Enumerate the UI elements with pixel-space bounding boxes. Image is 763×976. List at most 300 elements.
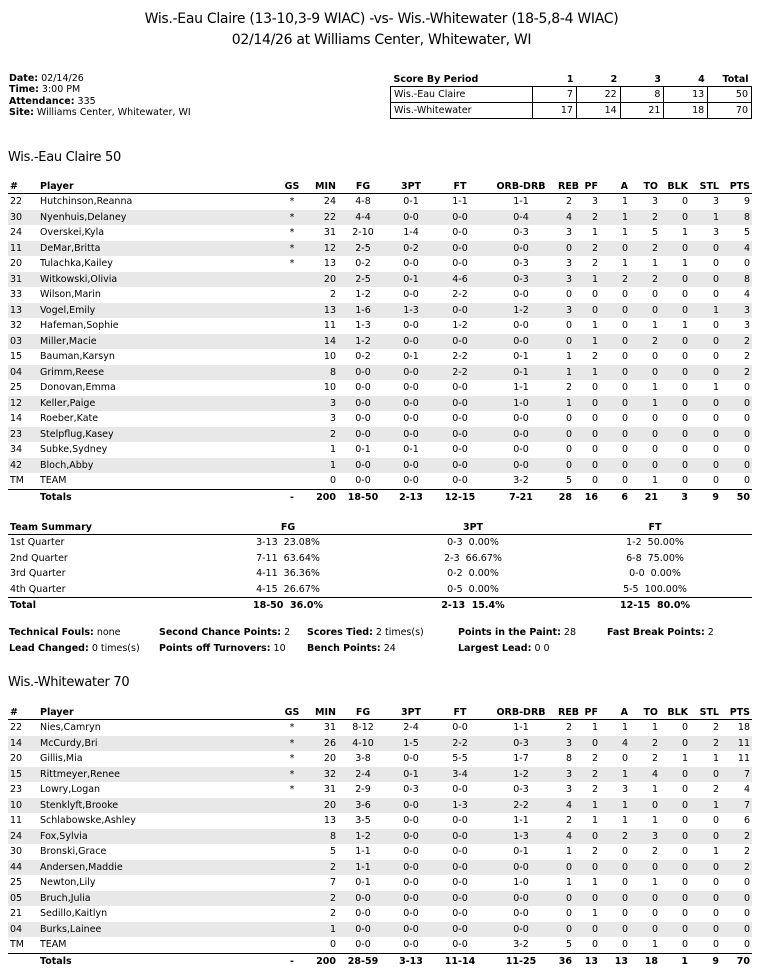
total-to: 18 — [644, 955, 658, 967]
time-value: 3:00 PM — [41, 84, 81, 96]
cell-3pt: 0-0 — [403, 908, 419, 920]
cell-3pt: 0-0 — [388, 937, 434, 953]
cell-blk: 0 — [681, 815, 688, 827]
cell-blk: 0 — [660, 473, 690, 489]
total-3pt: 3-13 — [399, 955, 423, 967]
cell-number: 03 — [8, 334, 38, 350]
cell-fg: 0-0 — [338, 473, 388, 489]
cell-number: 20 — [10, 258, 23, 270]
column-header-player: Player — [38, 706, 280, 720]
cell-number: 30 — [8, 210, 38, 226]
cell-gs: * — [289, 753, 295, 765]
summary-stat-cell: 1-2 50.00% — [626, 537, 684, 549]
cell-number: 25 — [10, 877, 23, 889]
cell-pf: 0 — [591, 444, 598, 456]
cell-blk: 0 — [681, 908, 688, 920]
cell-number: 32 — [10, 320, 23, 332]
cell-player: Schlabowske,Ashley — [40, 815, 136, 827]
player-row — [8, 813, 752, 829]
player-row — [8, 720, 752, 736]
cell-ft: 0-0 — [434, 937, 486, 953]
cell-min: 20 — [323, 753, 336, 765]
cell-stl: 2 — [690, 736, 721, 752]
total-gs: - — [290, 955, 294, 967]
cell-pf: 2 — [574, 241, 600, 257]
cell-3pt: 0-0 — [403, 413, 419, 425]
period-score-cell: 22 — [576, 87, 620, 103]
cell-orb-drb: 0-0 — [513, 908, 529, 920]
summary-stat-cell: 7-11 63.64% — [256, 552, 320, 564]
total-player: Totals — [40, 955, 72, 967]
player-row — [8, 318, 752, 334]
cell-reb: 1 — [565, 351, 572, 363]
cell-3pt: 0-0 — [388, 798, 434, 814]
cell-number: TM — [8, 937, 38, 953]
cell-3pt: 0-0 — [388, 829, 434, 845]
cell-min: 14 — [304, 334, 338, 350]
column-header-ft: FT — [434, 180, 486, 194]
summary-stat-cell: 2-3 66.67% — [444, 552, 502, 564]
cell-min: 3 — [329, 413, 336, 425]
cell-blk: 0 — [660, 937, 690, 953]
cell-to: 5 — [651, 227, 658, 239]
cell-player: Keller,Paige — [38, 396, 280, 412]
total-ft: 12-15 — [444, 491, 476, 503]
cell-gs — [280, 272, 304, 288]
cell-min: 20 — [304, 272, 338, 288]
cell-orb-drb: 0-0 — [486, 241, 556, 257]
cell-player: Hafeman,Sophie — [40, 320, 119, 332]
cell-ft: 0-0 — [452, 908, 468, 920]
cell-gs — [280, 844, 304, 860]
cell-reb: 2 — [565, 382, 572, 394]
cell-fg: 0-0 — [338, 396, 388, 412]
cell-pts: 11 — [737, 753, 750, 765]
period-score-cell: 18 — [664, 103, 708, 119]
summary-stat-cell: 0-0 0.00% — [629, 568, 681, 580]
cell-player: Miller,Macie — [38, 334, 280, 350]
attendance-value: 335 — [77, 95, 96, 107]
cell-blk: 1 — [681, 320, 688, 332]
cell-3pt: 0-0 — [403, 258, 419, 270]
summary-header-cell: 3PT — [388, 521, 558, 535]
cell-a: 0 — [621, 753, 628, 765]
cell-stl: 0 — [690, 427, 721, 443]
period-header-cell: 3 — [654, 74, 661, 85]
cell-reb: 3 — [565, 227, 572, 239]
cell-pts: 5 — [743, 227, 750, 239]
player-row — [8, 210, 752, 226]
player-row — [8, 334, 752, 350]
cell-fg: 4-8 — [355, 196, 371, 208]
cell-gs: * — [280, 210, 304, 226]
period-score-cell: 8 — [620, 87, 664, 103]
cell-orb-drb: 1-1 — [513, 196, 529, 208]
cell-stl: 0 — [712, 258, 719, 270]
cell-pts: 0 — [721, 937, 752, 953]
cell-player: Bronski,Grace — [40, 846, 107, 858]
cell-pf: 2 — [591, 784, 598, 796]
column-header-reb: REB — [558, 181, 580, 192]
column-header-orb-drb: ORB-DRB — [486, 706, 556, 720]
total-gs: - — [290, 491, 294, 503]
period-score-cell: 70 — [708, 103, 752, 119]
cell-to: 2 — [630, 334, 660, 350]
cell-player: Sedillo,Kaitlyn — [40, 908, 108, 920]
period-score-cell: 7 — [533, 87, 577, 103]
note-value: 28 — [563, 627, 576, 638]
cell-stl: 0 — [690, 241, 721, 257]
cell-min: 31 — [323, 784, 336, 796]
game-title: Wis.-Eau Claire (13-10,3-9 WIAC) -vs- Wis.-Whitewater (18-5,8-4 WIAC) — [144, 11, 619, 27]
cell-player: Hutchinson,Reanna — [40, 196, 133, 208]
cell-a: 0 — [600, 334, 630, 350]
time-line — [9, 84, 191, 95]
cell-player: McCurdy,Bri — [38, 736, 280, 752]
cell-a: 0 — [600, 860, 630, 876]
cell-gs — [280, 442, 304, 458]
cell-number: 13 — [8, 303, 38, 319]
cell-number: 24 — [10, 227, 23, 239]
cell-a: 1 — [621, 722, 628, 734]
note-value: 0 0 — [534, 643, 550, 654]
cell-gs: * — [280, 241, 304, 257]
cell-to: 0 — [630, 922, 660, 938]
total-stl: 9 — [712, 491, 719, 503]
cell-gs: * — [289, 227, 295, 239]
cell-to: 2 — [651, 753, 658, 765]
note-item — [159, 627, 290, 638]
column-header-reb: REB — [558, 707, 580, 718]
cell-reb: 1 — [556, 396, 574, 412]
cell-3pt: 0-0 — [388, 860, 434, 876]
cell-ft: 0-0 — [452, 413, 468, 425]
cell-orb-drb: 0-1 — [486, 365, 556, 381]
cell-to: 0 — [651, 351, 658, 363]
cell-orb-drb: 1-1 — [513, 815, 529, 827]
note-value: 2 — [284, 627, 291, 638]
cell-gs — [280, 458, 304, 474]
date-value: 02/14/26 — [41, 73, 84, 84]
column-header-pts: PTS — [721, 180, 752, 194]
player-row — [8, 875, 752, 891]
cell-to: 0 — [630, 458, 660, 474]
cell-fg: 0-1 — [355, 877, 371, 889]
cell-number: 11 — [8, 241, 38, 257]
cell-reb: 0 — [556, 922, 574, 938]
cell-ft: 5-5 — [452, 753, 468, 765]
cell-gs: * — [289, 784, 295, 796]
cell-number: 04 — [8, 365, 38, 381]
cell-orb-drb: 1-3 — [486, 829, 556, 845]
cell-reb: 4 — [556, 798, 574, 814]
player-row — [8, 906, 752, 922]
cell-fg: 2-10 — [352, 227, 374, 239]
total-number — [8, 953, 38, 969]
cell-to: 2 — [630, 736, 660, 752]
cell-orb-drb: 0-3 — [486, 736, 556, 752]
cell-min: 24 — [323, 196, 336, 208]
cell-stl: 0 — [690, 396, 721, 412]
summary-total-cell: 18-50 36.0% — [188, 598, 388, 614]
cell-blk: 0 — [660, 798, 690, 814]
cell-pts: 4 — [743, 289, 750, 301]
cell-blk: 0 — [660, 829, 690, 845]
cell-blk: 0 — [681, 289, 688, 301]
team-heading-home: Wis.-Whitewater 70 — [8, 675, 130, 690]
cell-ft: 0-0 — [434, 241, 486, 257]
cell-fg: 3-8 — [355, 753, 371, 765]
summary-total-cell: 2-13 15.4% — [388, 598, 558, 614]
summary-stat-cell: 0-5 0.00% — [447, 583, 499, 595]
cell-player: Nyenhuis,Delaney — [38, 210, 280, 226]
cell-pf: 0 — [591, 289, 598, 301]
cell-number: 15 — [10, 351, 23, 363]
note-value: 2 — [707, 627, 714, 638]
summary-header-row — [8, 521, 752, 535]
cell-pf: 2 — [591, 258, 598, 270]
cell-gs — [280, 427, 304, 443]
cell-pf: 0 — [574, 922, 600, 938]
cell-number: 15 — [8, 767, 38, 783]
cell-pf: 1 — [591, 908, 598, 920]
cell-to: 2 — [630, 210, 660, 226]
cell-a: 1 — [621, 815, 628, 827]
total-blk: 1 — [681, 955, 688, 967]
cell-gs — [280, 473, 304, 489]
cell-gs: * — [280, 736, 304, 752]
cell-pts: 2 — [721, 365, 752, 381]
cell-reb: 0 — [565, 413, 572, 425]
player-row — [8, 860, 752, 876]
column-header-gs: GS — [280, 706, 304, 720]
cell-stl: 0 — [690, 473, 721, 489]
cell-min: 13 — [304, 303, 338, 319]
cell-min: 32 — [304, 767, 338, 783]
team-name-cell: Wis.-Whitewater — [391, 103, 533, 119]
cell-orb-drb: 0-3 — [513, 227, 529, 239]
total-reb: 28 — [558, 491, 572, 503]
note-label: Lead Changed: — [9, 643, 89, 654]
cell-orb-drb: 1-7 — [513, 753, 529, 765]
cell-pts: 0 — [743, 413, 750, 425]
cell-to: 0 — [651, 908, 658, 920]
column-header-orb-drb: ORB-DRB — [486, 180, 556, 194]
player-row — [8, 798, 752, 814]
cell-pf: 1 — [574, 365, 600, 381]
cell-to: 0 — [630, 365, 660, 381]
cell-min: 2 — [329, 908, 336, 920]
player-row — [8, 194, 752, 210]
cell-to: 0 — [630, 891, 660, 907]
cell-to: 1 — [630, 396, 660, 412]
cell-gs: * — [289, 258, 295, 270]
cell-orb-drb: 1-2 — [486, 303, 556, 319]
cell-stl: 0 — [690, 829, 721, 845]
cell-reb: 4 — [556, 210, 574, 226]
column-header-min: MIN — [304, 706, 338, 720]
player-row — [8, 241, 752, 257]
summary-stat-cell: 3-13 23.08% — [256, 537, 320, 549]
cell-reb: 8 — [565, 753, 572, 765]
cell-to: 2 — [630, 272, 660, 288]
cell-player: Gillis,Mia — [40, 753, 83, 765]
cell-pf: 2 — [591, 753, 598, 765]
player-row — [8, 287, 752, 303]
cell-3pt: 1-3 — [388, 303, 434, 319]
summary-total-row — [8, 598, 752, 614]
player-row — [8, 829, 752, 845]
cell-blk: 0 — [660, 891, 690, 907]
total-fg: 28-59 — [347, 955, 379, 967]
box-score-table-away — [8, 180, 752, 505]
total-orb-drb: 11-25 — [505, 955, 537, 967]
cell-orb-drb: 2-2 — [486, 798, 556, 814]
cell-pf: 1 — [591, 877, 598, 889]
cell-fg: 1-2 — [338, 334, 388, 350]
total-ft: 11-14 — [444, 955, 476, 967]
player-row — [8, 427, 752, 443]
cell-fg: 0-0 — [338, 365, 388, 381]
cell-pf: 0 — [574, 860, 600, 876]
cell-to: 0 — [651, 444, 658, 456]
column-header-player: Player — [38, 180, 280, 194]
cell-reb: 5 — [556, 937, 574, 953]
cell-orb-drb: 0-0 — [513, 320, 529, 332]
cell-ft: 0-0 — [452, 258, 468, 270]
column-header-3pt: 3PT — [388, 180, 434, 194]
cell-reb: 1 — [556, 365, 574, 381]
note-label: Largest Lead: — [458, 643, 532, 654]
summary-header-cell: Team Summary — [8, 521, 188, 535]
cell-3pt: 0-2 — [388, 241, 434, 257]
summary-total-cell: 12-15 80.0% — [558, 598, 752, 614]
totals-row — [8, 953, 752, 969]
cell-stl: 0 — [712, 413, 719, 425]
cell-pts: 7 — [721, 798, 752, 814]
cell-stl: 0 — [690, 891, 721, 907]
player-row — [8, 411, 752, 427]
summary-quarter-row — [8, 551, 752, 567]
cell-orb-drb: 1-0 — [513, 877, 529, 889]
cell-pf: 0 — [574, 829, 600, 845]
cell-ft: 4-6 — [434, 272, 486, 288]
cell-gs — [280, 365, 304, 381]
cell-a: 0 — [621, 289, 628, 301]
note-label: Second Chance Points: — [159, 627, 282, 638]
cell-pf: 0 — [574, 303, 600, 319]
cell-ft: 0-0 — [434, 458, 486, 474]
cell-to: 1 — [651, 784, 658, 796]
summary-quarter-row — [8, 566, 752, 582]
time-label: Time: — [9, 84, 39, 96]
cell-player: Overskei,Kyla — [40, 227, 105, 239]
cell-a: 0 — [600, 937, 630, 953]
cell-blk: 0 — [660, 736, 690, 752]
period-score-cell: 21 — [620, 103, 664, 119]
cell-reb: 0 — [556, 427, 574, 443]
cell-ft: 0-0 — [434, 860, 486, 876]
column-header-gs: GS — [280, 180, 304, 194]
cell-reb: 3 — [556, 303, 574, 319]
cell-ft: 0-0 — [452, 784, 468, 796]
cell-min: 2 — [329, 289, 336, 301]
note-item — [9, 643, 140, 654]
cell-pts: 0 — [721, 396, 752, 412]
attendance-line — [9, 96, 191, 107]
total-blk: 3 — [681, 491, 688, 503]
cell-fg: 2-5 — [338, 241, 388, 257]
cell-gs — [280, 303, 304, 319]
cell-orb-drb: 0-3 — [486, 272, 556, 288]
cell-min: 10 — [323, 351, 336, 363]
team-name-cell: Wis.-Eau Claire — [391, 87, 533, 103]
cell-3pt: 0-0 — [388, 365, 434, 381]
player-row — [8, 767, 752, 783]
cell-reb: 3 — [565, 258, 572, 270]
cell-fg: 0-0 — [338, 937, 388, 953]
cell-ft: 2-2 — [452, 351, 468, 363]
column-header-a: A — [600, 706, 630, 720]
cell-pts: 0 — [743, 908, 750, 920]
score-by-period-table — [390, 73, 752, 119]
cell-player: Vogel,Emily — [38, 303, 280, 319]
cell-a: 0 — [621, 413, 628, 425]
cell-a: 0 — [600, 241, 630, 257]
cell-gs — [280, 318, 304, 334]
column-header-row — [8, 706, 752, 720]
cell-reb: 2 — [565, 722, 572, 734]
cell-3pt: 0-0 — [403, 815, 419, 827]
cell-fg: 0-0 — [355, 908, 371, 920]
summary-stat-cell: 4-11 36.36% — [256, 568, 320, 580]
cell-blk: 1 — [681, 753, 688, 765]
cell-a: 1 — [600, 210, 630, 226]
total-min: 200 — [316, 491, 336, 503]
cell-blk: 0 — [681, 784, 688, 796]
cell-stl: 0 — [690, 937, 721, 953]
cell-3pt: 0-1 — [403, 196, 419, 208]
cell-number: 11 — [10, 815, 23, 827]
cell-pts: 2 — [743, 846, 750, 858]
cell-blk: 1 — [681, 258, 688, 270]
cell-3pt: 1-5 — [388, 736, 434, 752]
cell-reb: 2 — [565, 196, 572, 208]
cell-orb-drb: 1-2 — [486, 767, 556, 783]
note-item — [607, 627, 714, 638]
cell-fg: 1-3 — [355, 320, 371, 332]
cell-reb: 0 — [565, 444, 572, 456]
cell-a: 1 — [600, 767, 630, 783]
summary-stat-cell: 0-3 0.00% — [447, 537, 499, 549]
player-row — [8, 736, 752, 752]
cell-ft: 1-3 — [434, 798, 486, 814]
cell-player: DeMar,Britta — [38, 241, 280, 257]
cell-orb-drb: 0-0 — [486, 860, 556, 876]
cell-ft: 0-0 — [452, 382, 468, 394]
cell-pts: 2 — [743, 351, 750, 363]
cell-fg: 1-2 — [355, 289, 371, 301]
cell-stl: 1 — [712, 382, 719, 394]
cell-stl: 0 — [690, 922, 721, 938]
summary-period-label: 1st Quarter — [10, 537, 65, 549]
cell-pts: 7 — [721, 767, 752, 783]
cell-fg: 4-10 — [338, 736, 388, 752]
cell-fg: 1-6 — [338, 303, 388, 319]
cell-pf: 0 — [574, 937, 600, 953]
total-pf: 13 — [584, 955, 598, 967]
cell-min: 12 — [304, 241, 338, 257]
